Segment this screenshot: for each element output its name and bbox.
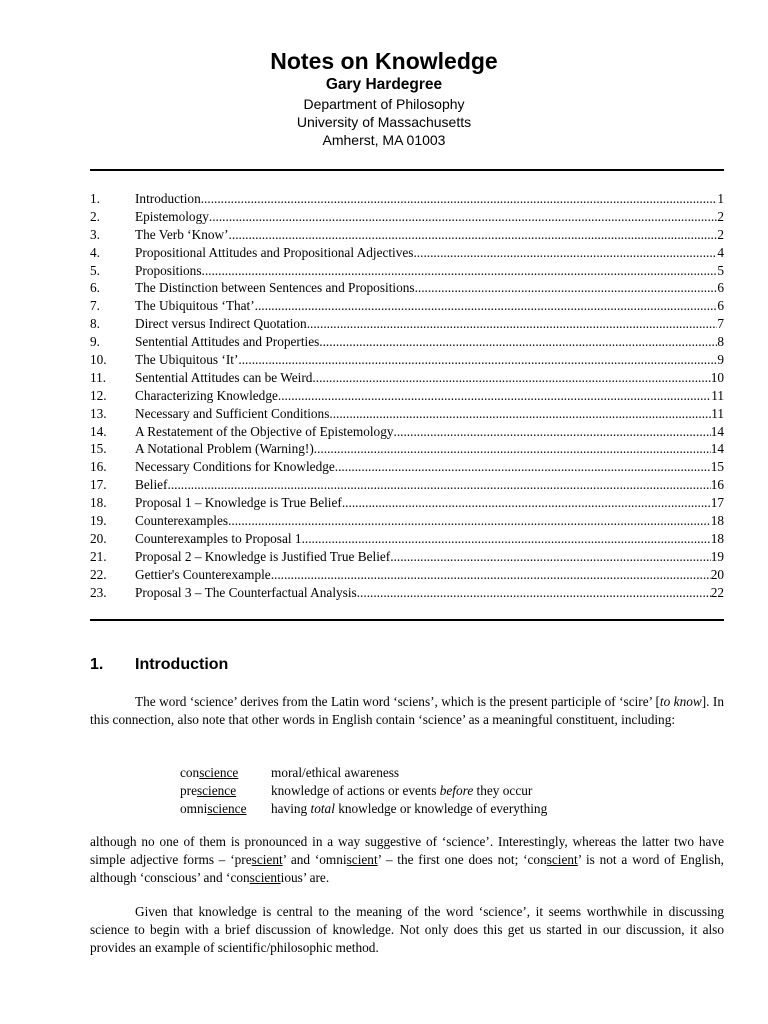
toc-page-number: 16 — [710, 477, 724, 493]
toc-number: 7. — [90, 298, 100, 314]
toc-entry[interactable] — [90, 405, 724, 423]
toc-entry[interactable] — [90, 262, 724, 280]
word: conscience — [180, 765, 239, 780]
toc-label: Necessary Conditions for Knowledge — [135, 459, 335, 475]
toc-entry[interactable] — [90, 458, 724, 476]
toc-number: 11. — [90, 369, 107, 385]
toc-number: 14. — [90, 423, 107, 439]
toc-entry[interactable] — [90, 351, 724, 369]
paragraph: although no one of them is pronounced in a way suggestive of ‘science’. Interestingly, whereas the latter two have simple adjective forms – ‘prescient’ and ‘omniscient’ – the first one does not; ‘conscient’ is not a word of English, although ‘conscious’ and ‘conscientious’ are. — [90, 834, 724, 885]
section-heading — [90, 656, 228, 674]
toc-page-number: 17 — [710, 495, 724, 511]
toc-number: 16. — [90, 459, 107, 475]
toc-entry[interactable] — [90, 279, 724, 297]
toc-number: 4. — [90, 244, 100, 260]
toc-leader-dots — [314, 440, 711, 458]
toc-label: Sentential Attitudes and Properties — [135, 334, 320, 350]
toc-label: A Restatement of the Objective of Epistemology — [135, 423, 394, 439]
toc-leader-dots — [390, 548, 710, 566]
text-run: The word ‘science’ derives from the Latin word ‘sciens’, which is the present participle of ‘scire’ [ — [135, 694, 660, 709]
toc-label: Counterexamples to Proposal 1 — [135, 530, 302, 546]
toc-label: Gettier's Counterexample — [135, 566, 271, 582]
toc-leader-dots — [394, 423, 711, 441]
toc-label: Necessary and Sufficient Conditions — [135, 405, 330, 421]
toc-entry[interactable] — [90, 208, 724, 226]
toc-number: 23. — [90, 584, 107, 600]
affiliation-line: Amherst, MA 01003 — [322, 132, 446, 148]
toc-entry[interactable] — [90, 333, 724, 351]
toc-page-number: 18 — [710, 513, 724, 529]
toc-number: 18. — [90, 495, 107, 511]
toc-entry[interactable] — [90, 387, 724, 405]
toc-leader-dots — [312, 369, 710, 387]
toc-entry[interactable] — [90, 190, 724, 208]
toc-page-number: 7 — [717, 316, 724, 332]
toc-page-number: 14 — [710, 423, 724, 439]
toc-number: 9. — [90, 334, 100, 350]
document-title: Notes on Knowledge — [270, 48, 498, 74]
divider-top — [90, 169, 724, 171]
toc-leader-dots — [228, 512, 711, 530]
toc-page-number: 4 — [717, 244, 724, 260]
toc-number: 5. — [90, 262, 100, 278]
section-title: Introduction — [135, 656, 229, 673]
toc-label: The Distinction between Sentences and Propositions — [135, 280, 415, 296]
word-row — [180, 782, 547, 800]
toc-number: 20. — [90, 530, 107, 546]
toc-page-number: 18 — [710, 530, 724, 546]
divider-bottom — [90, 619, 724, 621]
toc-page-number: 1 — [717, 191, 724, 206]
toc-leader-dots — [307, 315, 718, 333]
paragraph — [90, 693, 724, 729]
toc-label: Epistemology — [135, 208, 209, 224]
toc-page-number: 6 — [717, 298, 724, 314]
toc-leader-dots — [202, 262, 718, 280]
toc-leader-dots — [271, 566, 711, 584]
toc-label: Introduction — [135, 191, 201, 206]
toc-page-number: 22 — [710, 584, 724, 600]
toc-number: 6. — [90, 280, 100, 296]
toc-entry[interactable] — [90, 584, 724, 602]
toc-label: The Ubiquitous ‘It’ — [135, 352, 239, 368]
toc-page-number: 2 — [717, 226, 724, 242]
toc-label: The Verb ‘Know’ — [135, 226, 229, 242]
toc-entry[interactable] — [90, 226, 724, 244]
toc-number: 12. — [90, 387, 107, 403]
toc-page-number: 8 — [717, 334, 724, 350]
toc-page-number: 2 — [717, 208, 724, 224]
text-run: ]. In this connection, also note that other words in English contain ‘science’ as a meaningful constituent, including: — [90, 694, 724, 727]
toc-leader-dots — [209, 208, 717, 226]
toc-entry[interactable] — [90, 440, 724, 458]
toc-entry[interactable] — [90, 297, 724, 315]
toc-label: Proposal 1 – Knowledge is True Belief — [135, 495, 342, 511]
toc-label: Direct versus Indirect Quotation — [135, 316, 307, 332]
toc-label: Propositions — [135, 262, 202, 278]
table-of-contents — [90, 190, 724, 601]
word-row — [180, 800, 547, 818]
paragraph: Given that knowledge is central to the meaning of the word ‘science’, it seems worthwhile in discussing science to begin with a brief discussion of knowledge. Not only does this get us started in our discussion, it also provides an example of scientific/philosophic method. — [90, 904, 724, 955]
toc-number: 21. — [90, 548, 107, 564]
toc-number: 19. — [90, 513, 107, 529]
word: omniscience — [180, 801, 247, 816]
word-definition: knowledge of actions or events before they occur — [271, 783, 533, 798]
toc-number: 8. — [90, 316, 100, 332]
toc-entry[interactable] — [90, 423, 724, 441]
word-definition: having total knowledge or knowledge of everything — [271, 801, 548, 816]
toc-label: Proposal 3 – The Counterfactual Analysis — [135, 584, 357, 600]
section-number: 1. — [90, 656, 104, 673]
toc-leader-dots — [168, 476, 711, 494]
toc-page-number: 5 — [717, 262, 724, 278]
toc-leader-dots — [329, 405, 711, 423]
affiliation-line: University of Massachusetts — [296, 114, 472, 130]
toc-page-number: 10 — [710, 369, 724, 385]
toc-leader-dots — [229, 226, 718, 244]
toc-label: Proposal 2 – Knowledge is Justified True Belief — [135, 548, 391, 564]
toc-page-number: 11 — [711, 387, 724, 403]
toc-leader-dots — [415, 279, 718, 297]
italic-text: to know — [659, 694, 702, 709]
toc-label: Characterizing Knowledge — [135, 387, 278, 403]
toc-leader-dots — [319, 333, 717, 351]
toc-label: Sentential Attitudes can be Weird — [135, 369, 313, 385]
word-list — [180, 764, 547, 818]
toc-number: 13. — [90, 405, 107, 421]
toc-entry[interactable] — [90, 315, 724, 333]
toc-number: 15. — [90, 441, 107, 457]
toc-entry[interactable] — [90, 530, 724, 548]
toc-number: 3. — [90, 226, 100, 242]
toc-entry[interactable] — [90, 548, 724, 566]
toc-leader-dots — [342, 494, 711, 512]
toc-label: The Ubiquitous ‘That’ — [135, 298, 255, 314]
toc-number: 1. — [90, 191, 100, 206]
word-definition: moral/ethical awareness — [271, 765, 400, 780]
toc-page-number: 14 — [710, 441, 724, 457]
toc-label: Counterexamples — [135, 513, 229, 529]
affiliation-line: Department of Philosophy — [303, 96, 465, 112]
toc-entry[interactable] — [90, 476, 724, 494]
toc-leader-dots — [302, 530, 711, 548]
toc-number: 22. — [90, 566, 107, 582]
toc-entry[interactable] — [90, 512, 724, 530]
toc-leader-dots — [255, 297, 718, 315]
toc-page-number: 9 — [717, 352, 724, 368]
toc-entry[interactable] — [90, 494, 724, 512]
toc-entry[interactable] — [90, 244, 724, 262]
toc-leader-dots — [335, 458, 711, 476]
toc-label: Propositional Attitudes and Propositional Adjectives — [135, 244, 414, 260]
toc-page-number: 11 — [711, 405, 724, 421]
word-row — [180, 764, 547, 782]
toc-leader-dots — [238, 351, 717, 369]
toc-page-number: 19 — [710, 548, 724, 564]
toc-number: 10. — [90, 352, 107, 368]
toc-page-number: 6 — [717, 280, 724, 296]
document-header — [0, 48, 768, 149]
toc-label: A Notational Problem (Warning!) — [135, 441, 314, 457]
toc-entry[interactable] — [90, 566, 724, 584]
toc-leader-dots — [413, 244, 717, 262]
toc-number: 17. — [90, 477, 107, 493]
author-name: Gary Hardegree — [325, 76, 443, 93]
toc-leader-dots — [357, 584, 711, 602]
toc-number: 2. — [90, 208, 100, 224]
toc-label: Belief — [135, 477, 168, 493]
toc-leader-dots — [278, 387, 711, 405]
toc-entry[interactable] — [90, 369, 724, 387]
toc-leader-dots — [201, 190, 718, 208]
toc-page-number: 15 — [710, 459, 724, 475]
word: prescience — [180, 783, 237, 798]
toc-page-number: 20 — [710, 566, 724, 582]
